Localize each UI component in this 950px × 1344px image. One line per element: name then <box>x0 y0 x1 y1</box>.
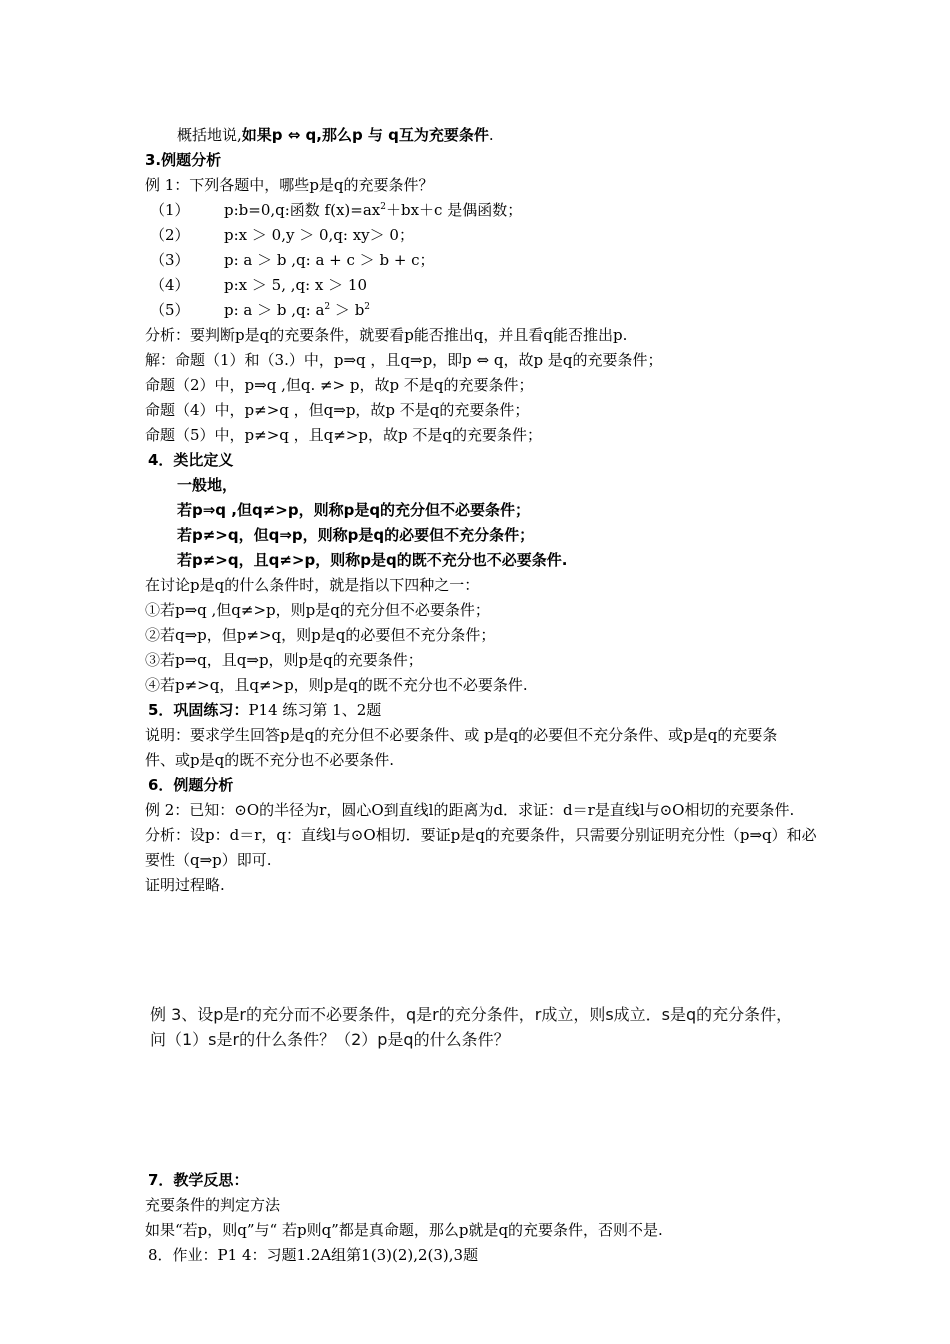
example-3-line-2: 问（1）s是r的什么条件？（2）p是q的什么条件？ <box>150 1030 510 1049</box>
section-5-exercise: P14 练习第 1、2题 <box>248 701 382 719</box>
section-3-heading: 3.例题分析 <box>145 151 222 169</box>
section-6-heading: 6．例题分析 <box>148 776 234 794</box>
section-7-subtitle: 充要条件的判定方法 <box>145 1196 281 1214</box>
definition-2: 若p≠>q，但q⇒p，则称p是q的必要但不充分条件； <box>177 526 535 544</box>
list-item: （1） p:b=0,q:函数 $f(x)=ax^2+bx+c$ 是偶函数； <box>150 201 523 219</box>
item-number: （4） <box>150 276 190 294</box>
case-4: ④若p≠>q，且q≠>p，则p是q的既不充分也不必要条件. <box>145 676 528 694</box>
cases-intro: 在讨论p是q的什么条件时，就是指以下四种之一： <box>145 576 480 594</box>
item-number: （5） <box>150 301 190 319</box>
list-item: （2） p:x ＞ 0,y ＞ 0,q: xy＞ 0； <box>150 226 414 244</box>
case-2: ②若q⇒p，但p≠>q，则p是q的必要但不充分条件； <box>145 626 496 644</box>
definition-3: 若p≠>q，且q≠>p，则称p是q的既不充分也不必要条件. <box>177 551 568 569</box>
analysis-2-line-2: 要性（q⇒p）即可. <box>145 851 272 869</box>
section-7-heading: 7．教学反思： <box>148 1171 249 1189</box>
list-item: （4） p:x ＞ 5, ,q: x ＞ 10 <box>150 276 368 294</box>
note-line-2: 件、或p是q的既不充分也不必要条件. <box>145 751 394 769</box>
solution-line-3: 命题（4）中，p≠>q ，但q⇒p，故p 不是q的充要条件； <box>145 401 530 419</box>
solution-line-1: 解：命题（1）和（3.）中，p⇒q ，且q⇒p，即p ⇔ q，故p 是q的充要条件； <box>145 351 663 369</box>
example-1-title: 例 1：下列各题中，哪些p是q的充要条件？ <box>145 176 434 194</box>
list-item: （3） p: a ＞ b ,q: a + c ＞ b + c； <box>150 251 435 269</box>
section-7-text: 如果“若p，则q”与“ 若p则q”都是真命题，那么p就是q的充要条件，否则不是. <box>145 1221 663 1239</box>
example-3-line-1: 例 3、设p是r的充分而不必要条件，q是r的充分条件，r成立，则s成立．s是q的充分条件， <box>150 1005 793 1024</box>
proof-omitted: 证明过程略. <box>145 876 225 894</box>
homework-line: 8．作业：P1 4：习题1.2A组第1(3)(2),2(3),3题 <box>148 1246 479 1264</box>
example-2: 例 2：已知：⊙O的半径为r，圆心O到直线l的距离为d．求证：d＝r是直线l与⊙O相切的充要条件. <box>145 801 795 819</box>
summary-line <box>177 125 494 145</box>
analysis-1: 分析：要判断p是q的充要条件，就要看p能否推出q，并且看q能否推出p. <box>145 326 628 344</box>
definition-1: 若p⇒q ,但q≠>p，则称p是q的充分但不必要条件； <box>177 501 531 519</box>
summary-suffix: . <box>488 126 494 144</box>
case-1: ①若p⇒q ,但q≠>p，则p是q的充分但不必要条件； <box>145 601 490 619</box>
case-3: ③若p⇒q，且q⇒p，则p是q的充要条件； <box>145 651 423 669</box>
section-5-line <box>148 700 381 720</box>
solution-line-2: 命题（2）中，p⇒q ,但q. ≠> p，故p 不是q的充要条件； <box>145 376 534 394</box>
definition-intro: 一般地， <box>177 476 238 494</box>
item-number: （1） <box>150 201 190 219</box>
section-5-heading: 5．巩固练习： <box>148 701 249 719</box>
summary-bold: 如果p ⇔ q,那么p 与 q互为充要条件 <box>241 126 489 144</box>
item-number: （3） <box>150 251 190 269</box>
item-number: （2） <box>150 226 190 244</box>
solution-line-4: 命题（5）中，p≠>q ，且q≠>p，故p 不是q的充要条件； <box>145 426 542 444</box>
analysis-2-line-1: 分析：设p：d＝r，q：直线l与⊙O相切．要证p是q的充要条件，只需要分别证明充分性（p⇒q）和必 <box>145 826 817 844</box>
note-line-1: 说明：要求学生回答p是q的充分但不必要条件、或 p是q的必要但不充分条件、或p是q的充要条 <box>145 726 778 744</box>
list-item: （5） p: a ＞ b ,q: $a^2 > b^2$ <box>150 301 371 319</box>
summary-prefix: 概括地说, <box>177 126 242 144</box>
section-4-heading: 4．类比定义 <box>148 451 234 469</box>
